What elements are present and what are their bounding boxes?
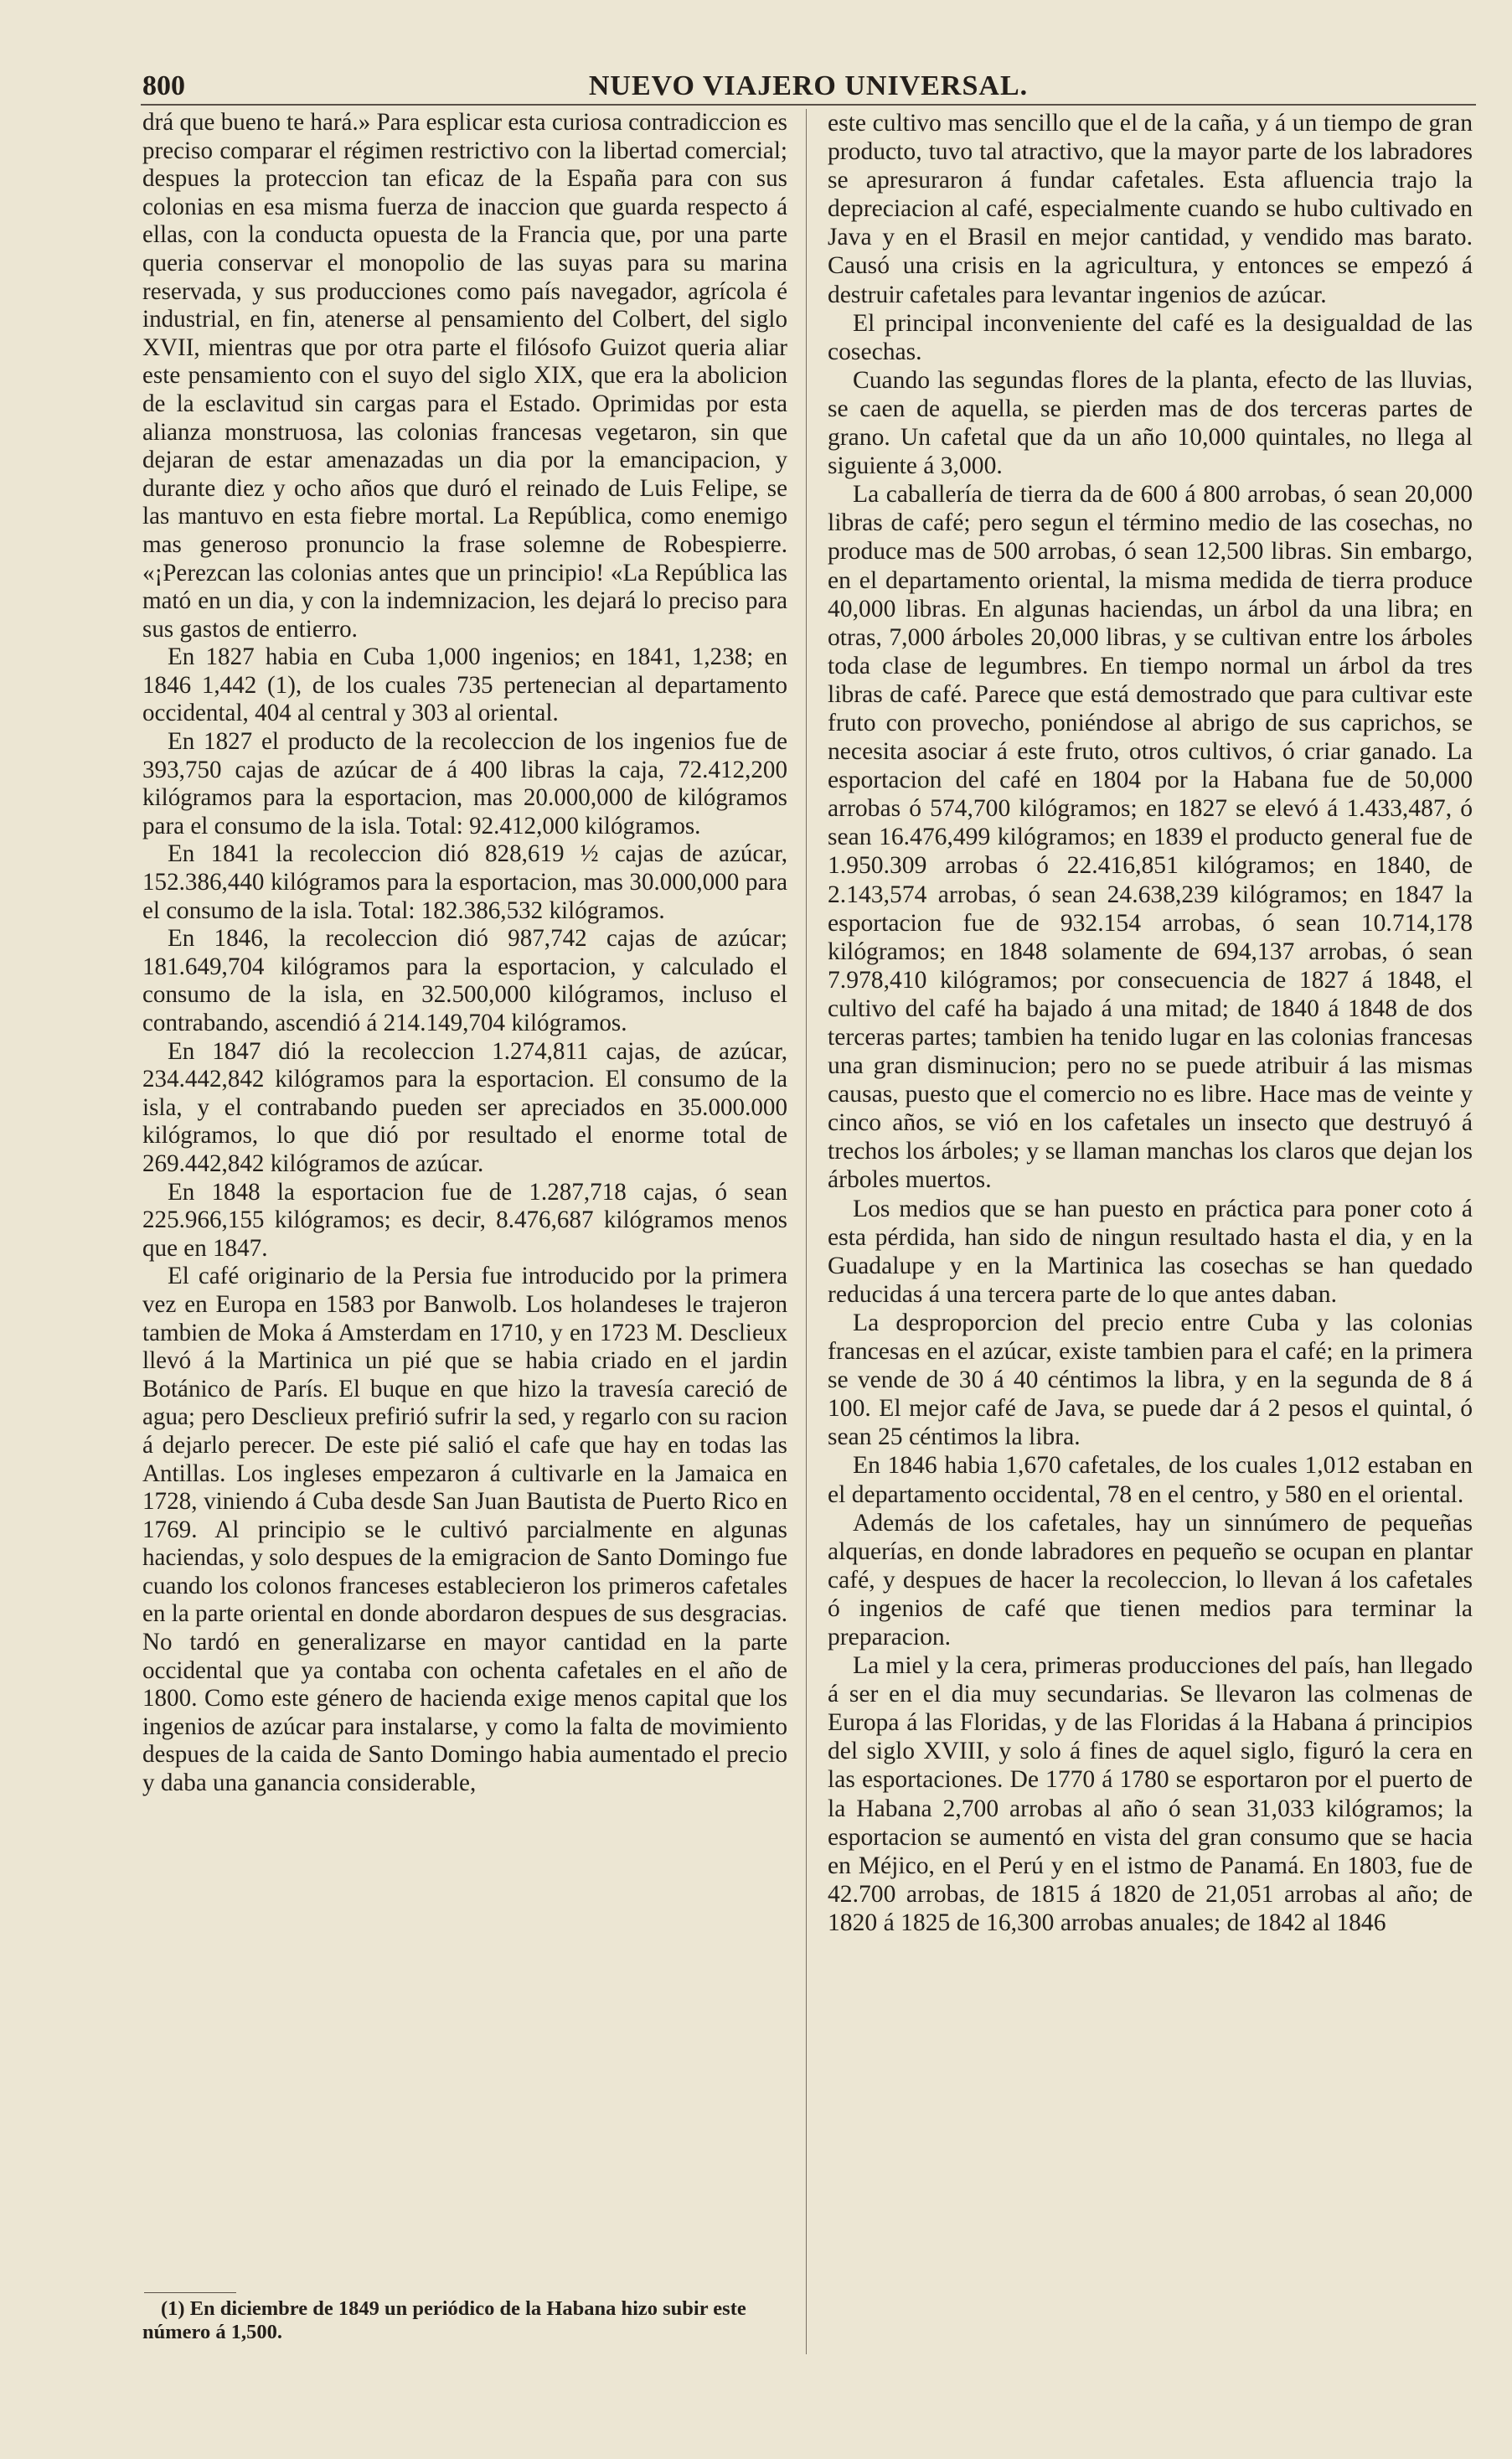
paragraph: En 1827 habia en Cuba 1,000 ingenios; en 1841, 1,238; en 1846 1,442 (1), de los cuales 735 pertenecian al departamento occidental, 404 al central y 303 al oriental. — [142, 643, 787, 727]
paragraph: Los medios que se han puesto en práctica para poner coto á esta pérdida, han sido de ningun resultado hasta el dia, y en la Guadalupe y en la Martinica las cosechas se han quedado reducidas á una tercera parte de lo que antes daban. — [828, 1195, 1473, 1308]
paragraph: La caballería de tierra da de 600 á 800 arrobas, ó sean 20,000 libras de café; pero segun el término medio de las cosechas, no produce mas de 500 arrobas, ó sean 12,500 libras. Sin embargo, en el departamento oriental, la misma medida de tierra produce 40,000 libras. En algunas haciendas, un árbol da una libra; en otras, 7,000 árboles 20,000 libras, y se cultivan entre los árboles toda clase de legumbres. En tiempo normal un árbol da tres libras de café. Parece que está demostrado que para cultivar este fruto con provecho, poniéndose al abrigo de sus caprichos, se necesita asociar á este fruto, otros cultivos, ó criar ganado. La esportacion del café en 1804 por la Habana fue de 50,000 arrobas ó 574,700 kilógramos; en 1827 se elevó á 1.433,487, ó sean 16.476,499 kilógramos; en 1839 el producto general fue de 1.950.309 arrobas ó 22.416,851 kilógramos; en 1840, de 2.143,574 arrobas, ó sean 24.638,239 kilógramos; en 1847 la esportacion fue de 932.154 arrobas, ó sean 10.714,178 kilógramos; en 1848 solamente de 694,137 arrobas, ó sean 7.978,410 kilógramos; por consecuencia de 1827 á 1848, el cultivo del café ha bajado á una mitad; de 1840 á 1848 de dos terceras partes; tambien ha tenido lugar en las colonias francesas una gran disminucion; pero no se puede atribuir á las mismas causas, puesto que el comercio no es libre. Hace mas de veinte y cinco años, se vió en los cafetales un insecto que destruyó á trechos los árboles; y se llaman manchas los claros que dejan los árboles muertos. — [828, 481, 1473, 1194]
paragraph: El principal inconveniente del café es la desigualdad de las cosechas. — [828, 309, 1473, 365]
paragraph: este cultivo mas sencillo que el de la caña, y á un tiempo de gran producto, tuvo tal atractivo, que la mayor parte de los labradores se apresuraron á fundar cafetales. Esta afluencia trajo la depreciacion al café, especialmente cuando se hubo cultivado en Java y en el Brasil en mejor cantidad, y vendido mas barato. Causó una crisis en la agricultura, y entonces se empezó á destruir cafetales para levantar ingenios de azúcar. — [828, 110, 1473, 308]
footnote-rule — [144, 2292, 236, 2293]
paragraph: En 1846 habia 1,670 cafetales, de los cuales 1,012 estaban en el departamento occidental, 78 en el centro, y 580 en el oriental. — [828, 1452, 1473, 1508]
paragraph: En 1841 la recoleccion dió 828,619 ½ cajas de azúcar, 152.386,440 kilógramos para la esportacion, mas 30.000,000 para el consumo de la isla. Total: 182.386,532 kilógramos. — [142, 840, 787, 924]
journal-title: NUEVO VIAJERO UNIVERSAL. — [588, 70, 1029, 101]
paragraph: En 1846, la recoleccion dió 987,742 cajas de azúcar; 181.649,704 kilógramos para la esportacion, y calculado el consumo de la isla, en 32.500,000 kilógramos, incluso el contrabando, ascendió á 214.149,704 kilógramos. — [142, 925, 787, 1036]
footnote-text: (1) En diciembre de 1849 un periódico de la Habana hizo subir este número á 1,500. — [142, 2297, 746, 2343]
paragraph: Cuando las segundas flores de la planta, efecto de las lluvias, se caen de aquella, se pierden mas de dos terceras partes de grano. Un cafetal que da un año 10,000 quintales, no llega al siguiente á 3,000. — [828, 366, 1473, 480]
paragraph: En 1827 el producto de la recoleccion de los ingenios fue de 393,750 cajas de azúcar de á 400 libras la caja, 72.412,200 kilógramos para la esportacion, mas 20.000,000 de kilógramos para el consumo de la isla. Total: 92.412,000 kilógramos. — [142, 728, 787, 839]
paragraph: La miel y la cera, primeras producciones del país, han llegado á ser en el dia muy secundarias. Se llevaron las colmenas de Europa á las Floridas, y de las Floridas á la Habana á principios del siglo XVIII, y solo á fines de aquel siglo, figuró la cera en las esportaciones. De 1770 á 1780 se esportaron por el puerto de la Habana 2,700 arrobas al año ó sean 31,033 kilógramos; la esportacion se aumentó en vista del gran consumo que se hacia en Méjico, en el Perú y en el istmo de Panamá. En 1803, fue de 42.700 arrobas, de 1815 á 1820 de 21,051 arrobas al año; de 1820 á 1825 de 16,300 arrobas anuales; de 1842 al 1846 — [828, 1652, 1473, 1936]
header-rule — [141, 104, 1476, 106]
right-column — [828, 109, 1473, 1937]
paragraph: En 1847 dió la recoleccion 1.274,811 cajas, de azúcar, 234.442,842 kilógramos para la esportacion. El consumo de la isla, y el contrabando pueden ser apreciados en 35.000.000 kilógramos, lo que dió por resultado el enorme total de 269.442,842 kilógramos de azúcar. — [142, 1037, 787, 1177]
footnote — [142, 2297, 787, 2344]
paragraph: El café originario de la Persia fue introducido por la primera vez en Europa en 1583 por Banwolb. Los holandeses le trajeron tambien de Moka á Amsterdam en 1710, y en 1723 M. Desclieux llevó á la Martinica un pié que se habia criado en el jardin Botánico de París. El buque en que hizo la travesía careció de agua; pero Desclieux prefirió sufrir la sed, y regarlo con su racion á dejarlo perecer. De este pié salió el cafe que hay en todas las Antillas. Los ingleses empezaron á cultivarle en la Jamaica en 1728, viniendo á Cuba desde San Juan Bautista de Puerto Rico en 1769. Al principio se le cultivó parcialmente en algunas haciendas, y solo despues de la emigracion de Santo Domingo fue cuando los colonos franceses establecieron los primeros cafetales en la parte oriental en donde abordaron despues de sus desgracias. No tardó en generalizarse en mayor cantidad en la parte occidental que ya contaba con ochenta cafetales en el año de 1800. Como este género de hacienda exige menos capital que los ingenios de azúcar para instalarse, y como la falta de movimiento despues de la caida de Santo Domingo habia aumentado el precio y daba una ganancia considerable, — [142, 1263, 787, 1797]
paragraph: drá que bueno te hará.» Para esplicar esta curiosa contradiccion es preciso comparar el régimen restrictivo con la libertad comercial; despues la proteccion tan eficaz de la España para con sus colonias en esa misma fuerza de inaccion que guarda respecto á ellas, con la conducta opuesta de la Francia que, por una parte queria conservar el monopolio de las suyas para su marina reservada, y sus producciones como país navegador, agrícola é industrial, en fin, atenerse al pensamiento del Colbert, del siglo XVII, mientras que por otra parte el filósofo Guizot queria aliar este pensamiento con el suyo del siglo XIX, que era la abolicion de la esclavitud sin cargas para el Estado. Oprimidas por esta alianza monstruosa, las colonias francesas vegetaron, sin que dejaran de estar amenazadas un dia por la emancipacion, y durante diez y ocho años que duró el reinado de Luis Felipe, se las mantuvo en esta fiebre mortal. La República, como enemigo mas generoso pronuncio la frase solemne de Robespierre. «¡Perezcan las colonias antes que un principio! «La República las mató en un dia, y con la indemnizacion, les dejará lo preciso para sus gastos de entierro. — [142, 109, 787, 643]
page-number: 800 — [142, 70, 185, 101]
paragraph: La desproporcion del precio entre Cuba y las colonias francesas en el azúcar, existe tambien para el café; en la primera se vende de 30 á 40 céntimos la libra, y en la segunda de 8 á 100. El mejor café de Java, se puede dar á 2 pesos el quintal, ó sean 25 céntimos la libra. — [828, 1309, 1473, 1451]
left-column — [142, 109, 787, 1798]
paragraph: En 1848 la esportacion fue de 1.287,718 cajas, ó sean 225.966,155 kilógramos; es decir, 8.476,687 kilógramos menos que en 1847. — [142, 1178, 787, 1262]
column-divider — [806, 109, 807, 2354]
paragraph: Además de los cafetales, hay un sinnúmero de pequeñas alquerías, en donde labradores en pequeño se ocupan en plantar café, y despues de hacer la recoleccion, lo llevan á los cafetales ó ingenios de café que tienen medios para terminar la preparacion. — [828, 1509, 1473, 1651]
